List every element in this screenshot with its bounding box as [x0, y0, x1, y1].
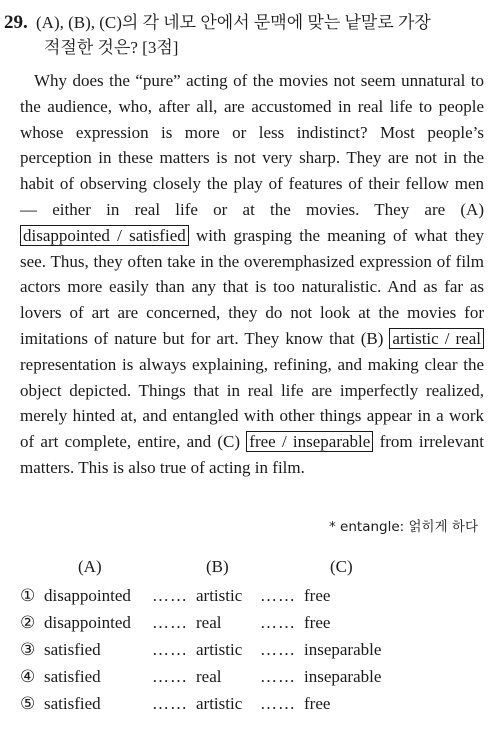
choice-c-word: free: [304, 613, 331, 632]
choice-a-word: satisfied: [44, 667, 101, 686]
choice-number: ④: [20, 667, 36, 686]
passage-text-2: with grasping the meaning of what they see. Thus, they often take in the overemphasized expression of film actors more easily than any that is too naturalistic. And as far as lovers of art are concerned, they do not look at the movies for imitations of nature but for art. They know that (B): [20, 225, 484, 348]
passage: [20, 68, 484, 481]
question-number: 29.: [4, 12, 28, 33]
leader-dots: ……: [152, 667, 188, 686]
question-header: [4, 10, 486, 60]
choice-c-word: inseparable: [304, 667, 382, 686]
choice-row-1[interactable]: [20, 583, 480, 610]
passage-text-4: from irrelevant matters. This is also true of acting in film.: [20, 432, 484, 477]
choice-a-word: disappointed: [44, 586, 131, 605]
word-box-c: free / inseparable: [246, 431, 373, 452]
choice-b-word: real: [196, 667, 222, 686]
choice-row-4[interactable]: [20, 664, 480, 691]
choice-c-word: free: [304, 586, 331, 605]
choice-b-word: real: [196, 613, 222, 632]
column-header-c: (C): [330, 557, 353, 576]
question-prompt: (A), (B), (C)의 각 네모 안에서 문맥에 맞는 낱말로 가장: [36, 13, 431, 32]
column-header-a: (A): [78, 557, 102, 576]
choice-b-word: artistic: [196, 586, 243, 605]
choice-number: ①: [20, 586, 36, 605]
choice-row-5[interactable]: [20, 691, 480, 718]
choice-a-word: disappointed: [44, 613, 131, 632]
choice-b-word: artistic: [196, 640, 243, 659]
leader-dots: ……: [260, 613, 296, 632]
choice-c-word: inseparable: [304, 640, 382, 659]
leader-dots: ……: [260, 586, 296, 605]
passage-paragraph: [20, 68, 484, 481]
choice-number: ⑤: [20, 694, 36, 713]
choice-a-word: satisfied: [44, 640, 101, 659]
footnote: * entangle: 얽히게 하다: [329, 519, 478, 535]
leader-dots: ……: [152, 640, 188, 659]
leader-dots: ……: [152, 586, 188, 605]
leader-dots: ……: [152, 694, 188, 713]
choice-row-2[interactable]: [20, 610, 480, 637]
choice-c-word: free: [304, 694, 331, 713]
word-box-a: disappointed / satisfied: [20, 225, 189, 246]
column-header-b: (B): [206, 557, 229, 576]
choice-b-word: artistic: [196, 694, 243, 713]
leader-dots: ……: [260, 640, 296, 659]
leader-dots: ……: [260, 694, 296, 713]
leader-dots: ……: [152, 613, 188, 632]
choice-a-word: satisfied: [44, 694, 101, 713]
choice-number: ②: [20, 613, 36, 632]
question-line-1: [4, 10, 486, 35]
passage-text-1: Why does the “pure” acting of the movies not seem unnatural to the audience, who, after all, are accustomed in real life to people whose expression is more or less indistinct? Most people’s perception in these matters is not very sharp. They are not in the habit of observing closely the play of features of their fellow men — either in real life or at the movies. They are (A): [20, 71, 484, 219]
passage-text-3: representation is always explaining, refining, and making clear the object depicted. Things that in real life are imperfectly realized, merely hinted at, and entangled with other things appear in a work of art complete, entire, and (C): [20, 354, 484, 452]
choice-number: ③: [20, 640, 36, 659]
leader-dots: ……: [260, 667, 296, 686]
choice-row-3[interactable]: [20, 637, 480, 664]
word-box-b: artistic / real: [389, 328, 484, 349]
answer-choices: [20, 553, 480, 718]
choices-header: [20, 553, 480, 583]
question-prompt-continued: 적절한 것은? [3점]: [44, 38, 179, 57]
